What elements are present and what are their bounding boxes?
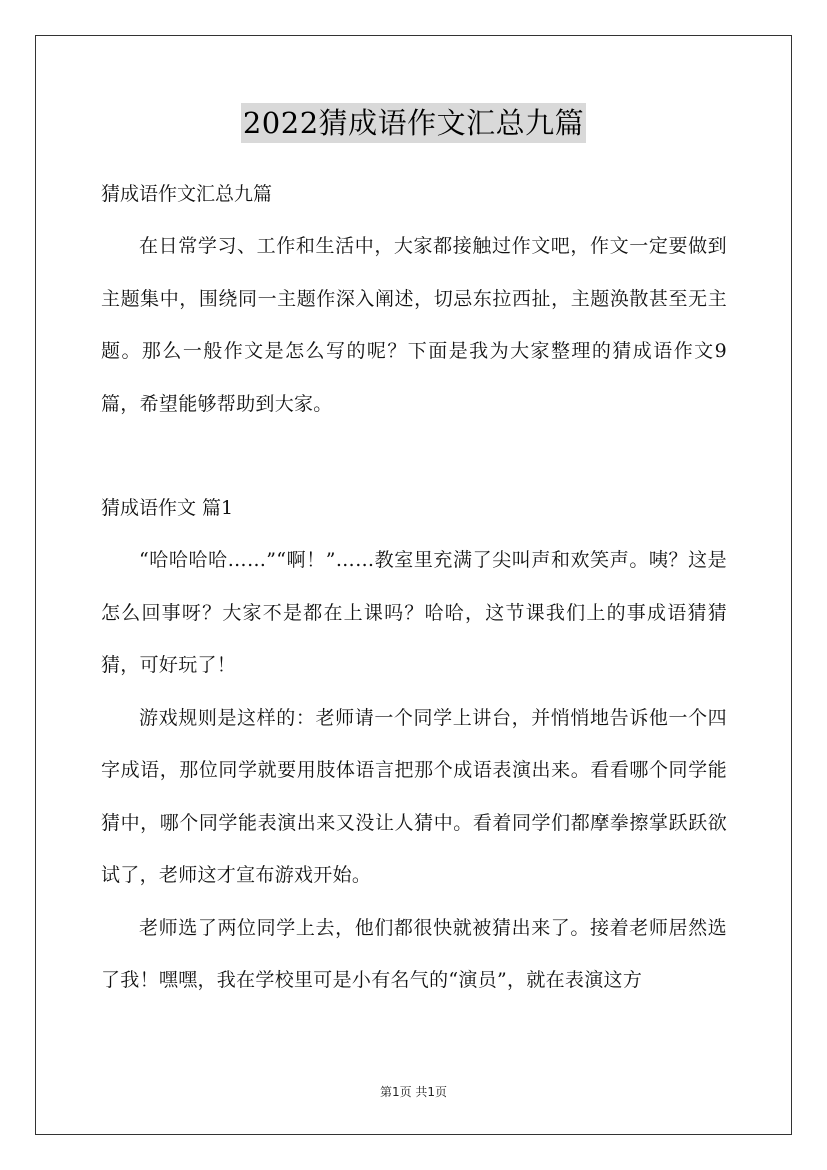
section-gap (101, 430, 727, 482)
document-subtitle: 猜成语作文汇总九篇 (101, 183, 273, 205)
body-paragraph: 游戏规则是这样的：老师请一个同学上讲台，并悄悄地告诉他一个四字成语，那位同学就要用肢体语言把那个成语表演出来。看看哪个同学能猜中，哪个同学能表演出来又没让人猜中。看着同学们都摩拳擦掌跃跃欲试了，老师这才宣布游戏开始。 (101, 706, 727, 886)
body-paragraph: 老师选了两位同学上去，他们都很快就被猜出来了。接着老师居然选了我！嘿嘿，我在学校里可是小有名气的“演员”，就在表演这方 (101, 916, 727, 991)
document-body (101, 168, 727, 1007)
page-number: 第1页 共1页 (379, 1085, 448, 1099)
document-title: 2022猜成语作文汇总九篇 (241, 103, 586, 143)
title-wrap (0, 103, 827, 143)
section-heading: 猜成语作文 篇1 (101, 497, 234, 519)
body-paragraph: “哈哈哈哈……”“啊！”……教室里充满了尖叫声和欢笑声。咦？这是怎么回事呀？大家不是都在上课吗？哈哈，这节课我们上的事成语猜猜猜，可好玩了！ (101, 549, 727, 676)
intro-paragraph: 在日常学习、工作和生活中，大家都接触过作文吧，作文一定要做到主题集中，围绕同一主题作深入阐述，切忌东拉西扯，主题涣散甚至无主题。那么一般作文是怎么写的呢？下面是我为大家整理的猜成语作文9篇，希望能够帮助到大家。 (101, 235, 727, 415)
page-footer (0, 1083, 827, 1100)
